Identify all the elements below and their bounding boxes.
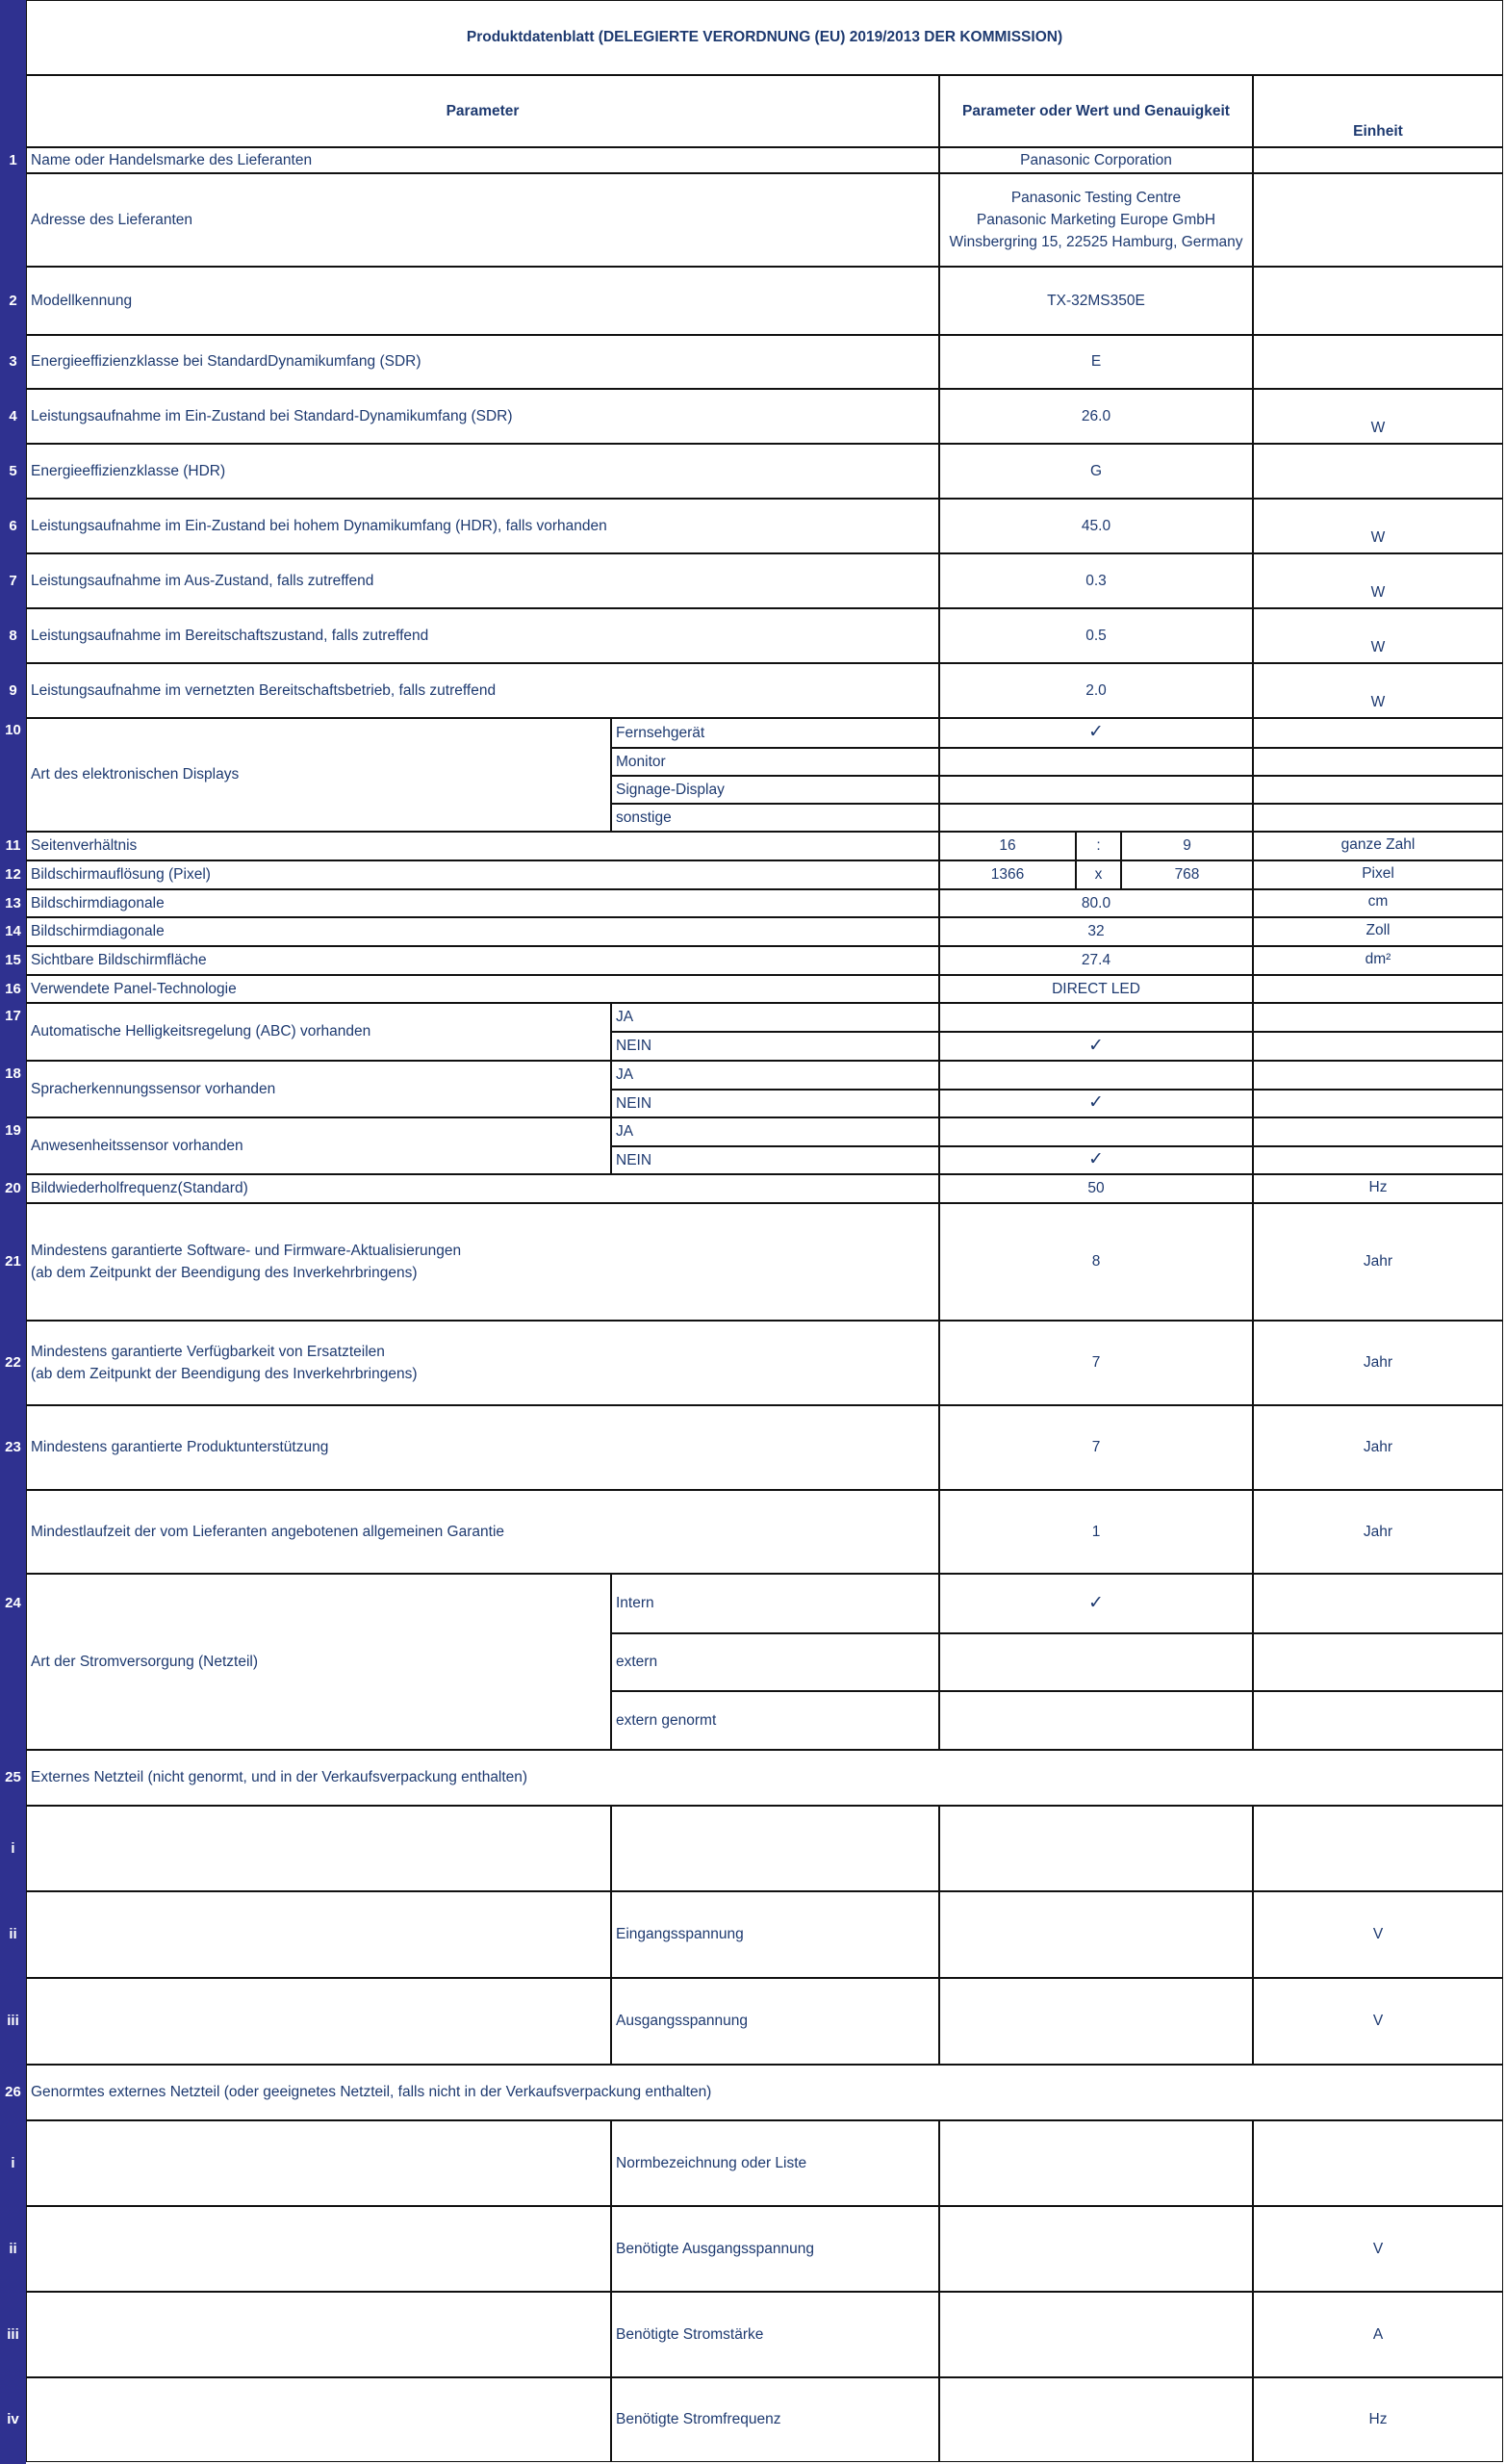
value-sw_updates-text: 8 — [1091, 1253, 1101, 1270]
option-display_type-2 — [611, 776, 939, 804]
option-ja-voice-text: JA — [616, 1066, 634, 1084]
label-voice — [26, 1061, 611, 1117]
header-parameter-text: Parameter — [446, 102, 520, 119]
option-display_type-0-text: Fernsehgerät — [616, 724, 705, 741]
label-spare_parts-text: Mindestens garantierte Verfügbarkeit von Ersatzteilen (ab dem Zeitpunkt der Beendigung des Inverkehrbringens) — [31, 1343, 418, 1382]
unit-support-text: Jahr — [1363, 1439, 1393, 1456]
unit-display_type-3 — [1253, 804, 1503, 832]
value-model-text: TX-32MS350E — [1047, 292, 1145, 309]
std-psu-i-value — [939, 2120, 1253, 2206]
label-std_psu — [26, 2065, 1503, 2120]
option-ja-presence — [611, 1117, 939, 1146]
option-display_type-1 — [611, 748, 939, 776]
header-unit-text: Einheit — [1353, 122, 1403, 140]
unit-resolution-text: Pixel — [1362, 864, 1394, 882]
unit-power_sdr-text: W — [1370, 419, 1386, 436]
label-panel_tech-text: Verwendete Panel-Technologie — [31, 980, 237, 997]
value-diag_inch — [939, 917, 1253, 946]
row-number: i — [11, 1839, 15, 1857]
row-number: iii — [7, 2013, 19, 2029]
std-psu-i-unit — [1253, 2120, 1503, 2206]
value-supplier_address — [939, 173, 1253, 267]
value-display_type-1 — [939, 748, 1253, 776]
value-eec_hdr-text: G — [1089, 462, 1103, 479]
label-diag_cm-text: Bildschirmdiagonale — [31, 894, 165, 911]
value-nein-abc — [939, 1032, 1253, 1061]
unit-display_type-2 — [1253, 776, 1503, 804]
value-power_standby — [939, 608, 1253, 663]
row-number: iii — [7, 2325, 19, 2343]
value-eec_sdr-text: E — [1090, 353, 1102, 371]
value-ja-voice — [939, 1061, 1253, 1090]
value-power_networked — [939, 663, 1253, 718]
ext-psu-ii-label — [611, 1891, 939, 1978]
unit-sw_updates-text: Jahr — [1363, 1253, 1393, 1270]
value-a-resolution — [939, 860, 1076, 889]
label-power_sdr — [26, 389, 939, 444]
label-power_off-text: Leistungsaufnahme im Aus-Zustand, falls zutreffend — [31, 572, 374, 589]
value-power_sdr-text: 26.0 — [1081, 407, 1111, 424]
option-nein-voice-text: NEIN — [616, 1094, 652, 1112]
value-supplier_name — [939, 147, 1253, 173]
option-power_supply-0 — [611, 1574, 939, 1633]
value-diag_cm-text: 80.0 — [1081, 894, 1111, 911]
value-b-resolution — [1121, 860, 1253, 889]
row-number: 16 — [5, 980, 21, 997]
value-sep-resolution — [1076, 860, 1121, 889]
std-psu-ii-blank — [26, 2206, 611, 2292]
value-model — [939, 267, 1253, 335]
value-a-resolution-text: 1366 — [990, 866, 1025, 884]
unit-display_type-1 — [1253, 748, 1503, 776]
value-diag_cm — [939, 889, 1253, 917]
row-number: 25 — [5, 1769, 21, 1785]
ext-psu-ii-unit — [1253, 1891, 1503, 1978]
value-display_type-2 — [939, 776, 1253, 804]
std-psu-iv-unit — [1253, 2377, 1503, 2462]
label-support — [26, 1405, 939, 1490]
value-sep-aspect_ratio-text: : — [1096, 837, 1101, 855]
ext-psu-ii-unit-text: V — [1372, 1926, 1384, 1943]
unit-power_supply-0 — [1253, 1574, 1503, 1633]
value-sep-aspect_ratio — [1076, 832, 1121, 860]
ext-psu-ii-blank — [26, 1891, 611, 1978]
option-display_type-3-text: sonstige — [616, 808, 672, 826]
row-number: 5 — [9, 462, 17, 479]
page-title — [26, 0, 1503, 75]
unit-power_supply-2 — [1253, 1691, 1503, 1750]
row-number: 9 — [9, 681, 17, 699]
label-abc-text: Automatische Helligkeitsregelung (ABC) vorhanden — [31, 1023, 371, 1040]
std-psu-ii-unit — [1253, 2206, 1503, 2292]
option-nein-abc-text: NEIN — [616, 1038, 652, 1055]
header-unit — [1253, 75, 1503, 147]
row-number: 21 — [5, 1253, 21, 1270]
label-power_networked — [26, 663, 939, 718]
header-value-text: Parameter oder Wert und Genauigkeit — [962, 102, 1230, 119]
label-sw_updates — [26, 1203, 939, 1321]
unit-power_hdr-text: W — [1370, 528, 1386, 546]
ext-psu-iii-blank — [26, 1978, 611, 2065]
value-nein-voice — [939, 1090, 1253, 1118]
value-spare_parts — [939, 1321, 1253, 1405]
unit-power_networked — [1253, 663, 1503, 718]
unit-visible_area-text: dm² — [1365, 950, 1391, 967]
value-ja-presence — [939, 1117, 1253, 1146]
row-number: i — [11, 2154, 15, 2171]
label-power_hdr-text: Leistungsaufnahme im Ein-Zustand bei hohem Dynamikumfang (HDR), falls vorhanden — [31, 517, 607, 534]
value-display_type-3 — [939, 804, 1253, 832]
std-psu-iv-value — [939, 2377, 1253, 2462]
unit-power_standby — [1253, 608, 1503, 663]
label-power_off — [26, 553, 939, 608]
label-resolution — [26, 860, 939, 889]
unit-refresh-text: Hz — [1368, 1178, 1388, 1195]
std-psu-iii-unit-text: A — [1372, 2325, 1384, 2343]
value-warranty-text: 1 — [1091, 1523, 1101, 1540]
label-voice-text: Spracherkennungssensor vorhanden — [31, 1080, 276, 1097]
option-ja-voice — [611, 1061, 939, 1090]
unit-warranty-text: Jahr — [1363, 1523, 1393, 1540]
value-power_off — [939, 553, 1253, 608]
label-power_hdr — [26, 499, 939, 553]
option-display_type-2-text: Signage-Display — [616, 781, 725, 798]
row-number: 18 — [5, 1065, 21, 1082]
ext-psu-ii-label-text: Eingangsspannung — [616, 1926, 744, 1943]
ext-psu-i-blank — [26, 1806, 611, 1891]
std-psu-iii-value — [939, 2292, 1253, 2377]
option-ja-abc — [611, 1003, 939, 1032]
row-number: 17 — [5, 1008, 21, 1024]
label-supplier_name-text: Name oder Handelsmarke des Lieferanten — [31, 151, 313, 168]
label-sw_updates-text: Mindestens garantierte Software- und Firmware-Aktualisierungen (ab dem Zeitpunkt der Beendigung des Inverkehrbringens) — [31, 1242, 462, 1281]
header-parameter — [26, 75, 939, 147]
option-power_supply-0-text: Intern — [616, 1595, 654, 1612]
label-display_type — [26, 718, 611, 832]
row-number: 4 — [9, 407, 17, 424]
unit-spare_parts-text: Jahr — [1363, 1354, 1393, 1372]
value-display_type-0-text: ✓ — [1088, 722, 1104, 743]
std-psu-iii-blank — [26, 2292, 611, 2377]
label-visible_area-text: Sichtbare Bildschirmfläche — [31, 952, 207, 969]
option-nein-presence-text: NEIN — [616, 1151, 652, 1168]
std-psu-ii-unit-text: V — [1372, 2240, 1384, 2257]
label-power_standby — [26, 608, 939, 663]
product-data-sheet-table — [26, 0, 1504, 2464]
ext-psu-i-unit — [1253, 1806, 1503, 1891]
unit-model — [1253, 267, 1503, 335]
label-supplier_name — [26, 147, 939, 173]
value-a-aspect_ratio-text: 16 — [999, 837, 1016, 855]
label-power_sdr-text: Leistungsaufnahme im Ein-Zustand bei Standard-Dynamikumfang (SDR) — [31, 407, 513, 424]
value-sw_updates — [939, 1203, 1253, 1321]
label-warranty-text: Mindestlaufzeit der vom Lieferanten angebotenen allgemeinen Garantie — [31, 1523, 505, 1540]
option-power_supply-2 — [611, 1691, 939, 1750]
label-eec_hdr — [26, 444, 939, 499]
label-eec_sdr — [26, 335, 939, 389]
value-warranty — [939, 1490, 1253, 1574]
label-support-text: Mindestens garantierte Produktunterstützung — [31, 1439, 329, 1456]
option-ja-abc-text: JA — [616, 1009, 634, 1026]
label-diag_inch — [26, 917, 939, 946]
row-number: ii — [9, 1926, 17, 1942]
option-nein-voice — [611, 1090, 939, 1118]
unit-visible_area — [1253, 946, 1503, 975]
row-number: 1 — [9, 151, 17, 168]
value-panel_tech-text: DIRECT LED — [1052, 980, 1140, 997]
std-psu-iv-unit-text: Hz — [1368, 2411, 1388, 2428]
value-b-aspect_ratio — [1121, 832, 1253, 860]
ext-psu-iii-label-text: Ausgangsspannung — [616, 2013, 749, 2030]
std-psu-iii-unit — [1253, 2292, 1503, 2377]
unit-sw_updates — [1253, 1203, 1503, 1321]
row-number: 14 — [5, 923, 21, 939]
ext-psu-i-value — [939, 1806, 1253, 1891]
unit-supplier_name — [1253, 147, 1503, 173]
row-number: 23 — [5, 1439, 21, 1455]
row-number: 20 — [5, 1180, 21, 1196]
value-power_hdr-text: 45.0 — [1081, 517, 1111, 534]
label-model — [26, 267, 939, 335]
header-value — [939, 75, 1253, 147]
value-power_off-text: 0.3 — [1085, 572, 1107, 589]
ext-psu-i-label — [611, 1806, 939, 1891]
std-psu-i-label-text: Normbezeichnung oder Liste — [616, 2154, 807, 2171]
label-refresh — [26, 1174, 939, 1203]
value-spare_parts-text: 7 — [1091, 1354, 1101, 1372]
unit-nein-abc — [1253, 1032, 1503, 1061]
unit-ja-voice — [1253, 1061, 1503, 1090]
value-nein-presence-text: ✓ — [1088, 1149, 1104, 1169]
row-number: 19 — [5, 1122, 21, 1139]
option-power_supply-1-text: extern — [616, 1654, 658, 1671]
label-aspect_ratio — [26, 832, 939, 860]
std-psu-i-blank — [26, 2120, 611, 2206]
value-supplier_address-text: Panasonic Testing Centre Panasonic Marketing Europe GmbH Winsbergring 15, 22525 Hamburg, Germany — [949, 189, 1243, 251]
value-diag_inch-text: 32 — [1087, 923, 1105, 940]
unit-power_off-text: W — [1370, 583, 1386, 601]
unit-power_off — [1253, 553, 1503, 608]
value-visible_area-text: 27.4 — [1081, 952, 1111, 969]
row-number: 8 — [9, 627, 17, 644]
option-display_type-0 — [611, 718, 939, 748]
row-number: 15 — [5, 952, 21, 968]
value-power_supply-0 — [939, 1574, 1253, 1633]
unit-nein-voice — [1253, 1090, 1503, 1118]
unit-display_type-0 — [1253, 718, 1503, 748]
unit-resolution — [1253, 860, 1503, 889]
std-psu-iv-blank — [26, 2377, 611, 2462]
unit-support — [1253, 1405, 1503, 1490]
unit-power_hdr — [1253, 499, 1503, 553]
value-eec_sdr — [939, 335, 1253, 389]
value-b-resolution-text: 768 — [1174, 866, 1200, 884]
option-ja-presence-text: JA — [616, 1123, 634, 1141]
label-resolution-text: Bildschirmauflösung (Pixel) — [31, 866, 211, 884]
value-refresh — [939, 1174, 1253, 1203]
row-number: iv — [7, 2411, 19, 2427]
label-power_supply-text: Art der Stromversorgung (Netzteil) — [31, 1653, 259, 1670]
ext-psu-iii-value — [939, 1978, 1253, 2065]
value-supplier_name-text: Panasonic Corporation — [1020, 151, 1172, 168]
value-visible_area — [939, 946, 1253, 975]
value-nein-voice-text: ✓ — [1088, 1092, 1104, 1113]
option-power_supply-2-text: extern genormt — [616, 1711, 717, 1729]
ext-psu-iii-label — [611, 1978, 939, 2065]
value-power_networked-text: 2.0 — [1085, 681, 1107, 699]
page-title-text: Produktdatenblatt (DELEGIERTE VERORDNUNG (EU) 2019/2013 DER KOMMISSION) — [466, 29, 1063, 46]
value-refresh-text: 50 — [1087, 1180, 1105, 1197]
row-number: 13 — [5, 894, 21, 911]
unit-diag_cm-text: cm — [1367, 892, 1389, 910]
label-panel_tech — [26, 975, 939, 1003]
unit-diag_cm — [1253, 889, 1503, 917]
row-number: 6 — [9, 517, 17, 534]
label-spare_parts — [26, 1321, 939, 1405]
label-refresh-text: Bildwiederholfrequenz(Standard) — [31, 1180, 248, 1197]
label-visible_area — [26, 946, 939, 975]
row-number: 12 — [5, 866, 21, 883]
unit-power_sdr — [1253, 389, 1503, 444]
value-power_hdr — [939, 499, 1253, 553]
option-power_supply-1 — [611, 1633, 939, 1691]
value-nein-abc-text: ✓ — [1088, 1035, 1104, 1056]
label-abc — [26, 1003, 611, 1061]
option-display_type-1-text: Monitor — [616, 753, 666, 770]
std-psu-ii-label — [611, 2206, 939, 2292]
row-number: 26 — [5, 2084, 21, 2100]
ext-psu-ii-value — [939, 1891, 1253, 1978]
value-display_type-0 — [939, 718, 1253, 748]
unit-aspect_ratio-text: ganze Zahl — [1340, 835, 1416, 853]
label-power_supply — [26, 1574, 611, 1750]
value-support-text: 7 — [1091, 1439, 1101, 1456]
label-ext_psu-text: Externes Netzteil (nicht genormt, und in der Verkaufsverpackung enthalten) — [31, 1769, 528, 1786]
unit-nein-presence — [1253, 1146, 1503, 1175]
label-supplier_address-text: Adresse des Lieferanten — [31, 211, 193, 228]
unit-power_standby-text: W — [1370, 638, 1386, 655]
std-psu-ii-value — [939, 2206, 1253, 2292]
label-power_standby-text: Leistungsaufnahme im Bereitschaftszustand, falls zutreffend — [31, 627, 429, 644]
value-power_sdr — [939, 389, 1253, 444]
row-number: 22 — [5, 1354, 21, 1371]
ext-psu-iii-unit — [1253, 1978, 1503, 2065]
label-diag_cm — [26, 889, 939, 917]
value-nein-presence — [939, 1146, 1253, 1175]
label-presence-text: Anwesenheitssensor vorhanden — [31, 1137, 243, 1154]
value-eec_hdr — [939, 444, 1253, 499]
unit-supplier_address — [1253, 173, 1503, 267]
unit-diag_inch-text: Zoll — [1366, 921, 1391, 938]
unit-panel_tech — [1253, 975, 1503, 1003]
unit-power_networked-text: W — [1370, 693, 1386, 710]
row-number: 7 — [9, 572, 17, 589]
value-power_standby-text: 0.5 — [1085, 627, 1107, 644]
unit-aspect_ratio — [1253, 832, 1503, 860]
value-a-aspect_ratio — [939, 832, 1076, 860]
option-display_type-3 — [611, 804, 939, 832]
unit-ja-presence — [1253, 1117, 1503, 1146]
std-psu-iii-label — [611, 2292, 939, 2377]
ext-psu-iii-unit-text: V — [1372, 2013, 1384, 2030]
label-ext_psu — [26, 1750, 1503, 1806]
value-power_supply-0-text: ✓ — [1088, 1592, 1104, 1613]
label-eec_sdr-text: Energieeffizienzklasse bei StandardDynamikumfang (SDR) — [31, 353, 421, 371]
unit-spare_parts — [1253, 1321, 1503, 1405]
unit-diag_inch — [1253, 917, 1503, 946]
option-nein-presence — [611, 1146, 939, 1175]
option-nein-abc — [611, 1032, 939, 1061]
row-number: ii — [9, 2240, 17, 2257]
row-number: 10 — [5, 722, 21, 738]
label-warranty — [26, 1490, 939, 1574]
unit-eec_sdr — [1253, 335, 1503, 389]
std-psu-iv-label-text: Benötigte Stromfrequenz — [616, 2411, 781, 2428]
unit-refresh — [1253, 1174, 1503, 1203]
row-number: 11 — [5, 837, 21, 854]
row-number: 2 — [9, 292, 17, 309]
std-psu-iii-label-text: Benötigte Stromstärke — [616, 2325, 764, 2343]
std-psu-ii-label-text: Benötigte Ausgangsspannung — [616, 2240, 814, 2257]
value-power_supply-2 — [939, 1691, 1253, 1750]
label-diag_inch-text: Bildschirmdiagonale — [31, 923, 165, 940]
label-std_psu-text: Genormtes externes Netzteil (oder geeignetes Netzteil, falls nicht in der Verkaufsverpackung enthalten) — [31, 2084, 712, 2101]
std-psu-iv-label — [611, 2377, 939, 2462]
value-power_supply-1 — [939, 1633, 1253, 1691]
value-b-aspect_ratio-text: 9 — [1183, 837, 1191, 855]
row-number: 24 — [5, 1595, 21, 1611]
label-power_networked-text: Leistungsaufnahme im vernetzten Bereitschaftsbetrieb, falls zutreffend — [31, 681, 497, 699]
std-psu-i-label — [611, 2120, 939, 2206]
value-ja-abc — [939, 1003, 1253, 1032]
row-number: 3 — [9, 353, 17, 370]
value-sep-resolution-text: x — [1094, 866, 1103, 884]
unit-warranty — [1253, 1490, 1503, 1574]
label-supplier_address — [26, 173, 939, 267]
unit-ja-abc — [1253, 1003, 1503, 1032]
value-support — [939, 1405, 1253, 1490]
unit-eec_hdr — [1253, 444, 1503, 499]
label-display_type-text: Art des elektronischen Displays — [31, 766, 240, 783]
label-model-text: Modellkennung — [31, 292, 133, 309]
label-presence — [26, 1117, 611, 1174]
value-panel_tech — [939, 975, 1253, 1003]
label-aspect_ratio-text: Seitenverhältnis — [31, 837, 138, 855]
unit-power_supply-1 — [1253, 1633, 1503, 1691]
label-eec_hdr-text: Energieeffizienzklasse (HDR) — [31, 462, 226, 479]
